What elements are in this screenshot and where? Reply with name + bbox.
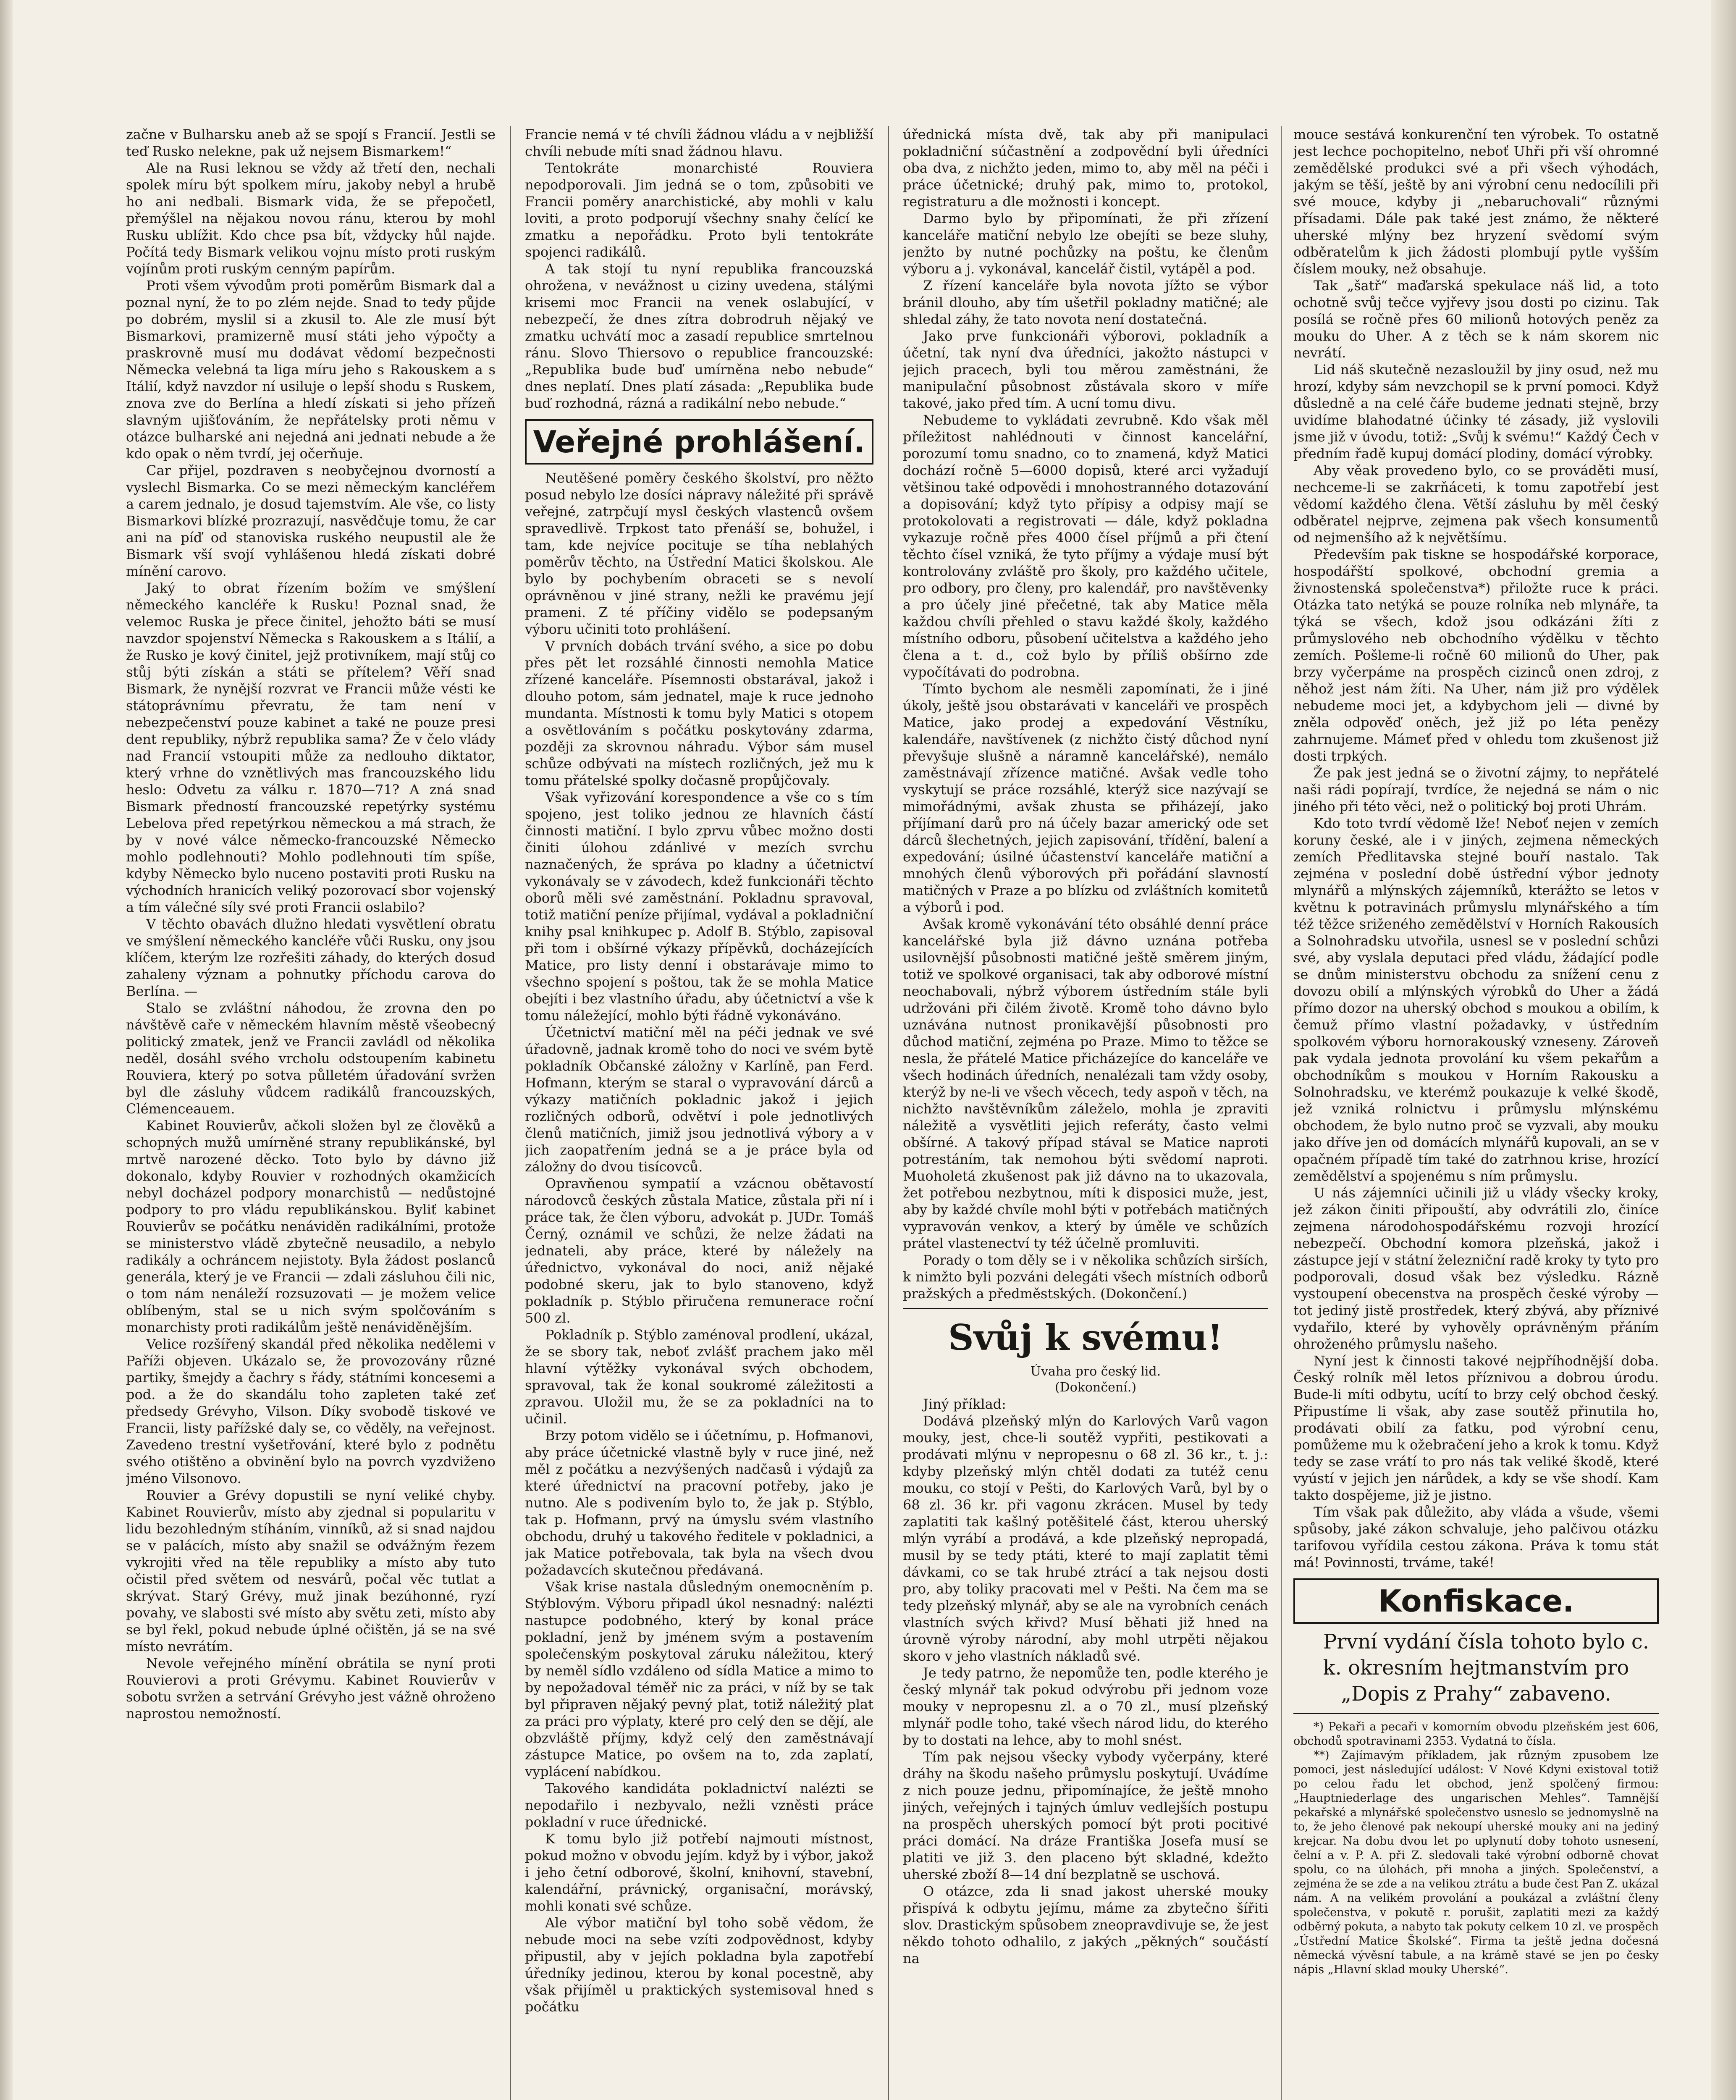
paragraph: Jiný příklad: [923, 1396, 1006, 1412]
paragraph: Porady o tom děly se i v několika schůzích sirších, k nimžto byli pozváni delegáti všech místních odborů pražských a předměstských. (Dokončení.) [903, 1252, 1268, 1302]
section-heading: Svůj k svému! [948, 1317, 1223, 1358]
paragraph: Velice rozšířený skandál před několika nedělemi v Paříži objeven. Ukázalo se, že provozovány různé partiky, šmejdy a čachry s řády, státními koncesemi a pod. a že do skandálu toho zapleten také zeť předsedy Grévyho, Vilson. Díky svobodě tiskové ve Francii, listy pařížské daly se, co věděly, na veřejnost. Zavedeno trestní vyšetřování, které bylo z podnětu svého otištěno a obvinění bylo na povrch vyzdviženo jméno Vilsonovo. [126, 1336, 496, 1486]
paragraph: Dodává plzeňský mlýn do Karlových Varů vagon mouky, jest, chce-li soutěž vypřiti, pestikovati a prodávati mlýnu v nepropesnu o 68 zl. 36 kr., t. j.: kdyby plzeňský mlýn chtěl dodati za tutéž cenu mouku, co stojí v Pešti, do Karlových Varů, byl by o 68 zl. 36 kr. při vagonu zkrácen. Musel by tedy zaplatiti tak kašlný potěšitelé část, kterou uherský mlýn vyrábí a prodává, a kde plzeňský nepropadá, musil by se tedy ptáti, které to mají zaplatit těmi dávkami, co se tak hrubé ztrácí a tak nejsou dosti pro, aby toliky pracovati mel v Pešti. Na čem ma se tedy plzeňský mlynář, aby se ale na vyrobních cenách vlastních svých křivd? Musí běhati již hned na úrovně výroby národní, aby mohl utrpěti nějakou skoro v jeho vlastních nákladů své. [903, 1413, 1268, 1664]
paragraph: O otázce, zda li snad jakost uherské mouky přispívá k odbytu jejímu, máme za zbytečno šířiti slov. Drastickým spůsobem zneopravdivuje se, že jest někdo tohoto odhalilo, z jakých „pěkných“ součástí na [903, 1883, 1268, 1966]
paragraph: Z řízení kanceláře byla novota jížto se výbor bránil dlouho, aby tím ušetřil pokladny matičné; ale shledal záhy, že tato novota není dostatečná. [903, 278, 1268, 327]
paragraph: Brzy potom vidělo se i účetnímu, p. Hofmanovi, aby práce účetnické vlastně byly v ruce jiné, než měl z počátku a nezvýšených nadčasů i výdajů za které úřednictví na pracovní potřeby, jako je nutno. Ale s podivením bylo to, že jak p. Stýblo, tak p. Hofmann, prvý na úmyslu svém vlastního obchodu, druhý u takového ředitele v pokladnici, a jak Matice potřebovala, tak byla na všech dvou požadavcích skutečnou předávaná. [525, 1428, 873, 1578]
section-divider [1293, 1713, 1659, 1714]
paragraph: Že pak jest jedná se o životní zájmy, to nepřátelé naši rádi popírají, tvrdíce, že nejedná se nám o nic jiného při této věci, než o politický boj proti Uhrám. [1293, 765, 1659, 814]
paragraph: V těchto obavách dlužno hledati vysvětlení obratu ve smýšlení německého kancléře vůči Rusku, ony jsou klíčem, kterým lze rozřešiti záhady, do kterých dosud zahaleny význam a pohnutky příchodu carova do Berlína. — [126, 916, 496, 999]
paragraph: Takového kandidáta pokladnictví nalézti se nepodařilo i nezbyvalo, nežli vzněsti práce pokladní v ruce úřednické. [525, 1780, 873, 1830]
section-heading: Konfiskace. [1293, 1578, 1659, 1624]
paragraph: Stalo se zvláštní náhodou, že zrovna den po návštěvě caře v německém hlavním městě všeobecný politický zmatek, jenž ve Francii zavládl od několika neděl, dosáhl svého vrcholu odstoupením kabinetu Rouviera, který po sotva půlletém úřadování svržen byl dle zásluhy vůdcem radikálů francouzských, Clémenceauem. [126, 1000, 496, 1117]
paragraph: Lid náš skutečně nezasloužil by jiny osud, než mu hrozí, kdyby sám nevzchopil se k první pomoci. Když důsledně a na celé čáře budeme jednati stejně, brzy uvidíme blahodatné účinky té zásady, již vyslovili jsme již v úvodu, totiž: „Svůj k svému!“ Každý Čech v předním řadě kupuj domácí plodiny, domácí výrobky. [1293, 362, 1659, 462]
paragraph: Pokladník p. Stýblo zaménoval prodlení, ukázal, že se sbory tak, neboť zvlášť prachem jako měl hlavní výtěžky vykonával svých obchodem, spravoval, tak že konal soukromé záležitosti a zpravou. Uložil mu, že se za pokladníci na to učinil. [525, 1327, 873, 1427]
paragraph: U nás zájemníci učinili již u vlády všecky kroky, jež zákon činiti připouští, aby odvrátili zlo, činíce zejmena národohospodářskému rozvoji hrozící nebezpečí. Obchodní komora plzeňská, jakož i zástupce její v státní železniční radě kroky ty tyto pro podporovali, dosud však bez výsledku. Rázně vystoupení obecenstva na prospěch české výroby — tot jediný jistě prostředek, který zbývá, aby příznivé vydařilo, které by vyhověly oprávněným přáním ohroženého průmyslu našeho. [1293, 1185, 1659, 1352]
column-rule [1281, 126, 1282, 2100]
paragraph: V prvních dobách trvání svého, a sice po dobu přes pět let rozsáhlé činnosti nemohla Matice zřízené kanceláře. Písemnosti obstarával, jakož i dlouho potom, sám jednatel, maje k ruce jednoho mundanta. Místnosti k tomu byly Matici s otopem a osvětlováním s počátku poskytovány zdarma, později za skrovnou náhradu. Výbor sám musel schůze odbývati na místech rozličných, jež mu k tomu přátelské spolky dočasně propůjčovaly. [525, 638, 873, 788]
paragraph: Tentokráte monarchisté Rouviera nepodporovali. Jim jedná se o tom, způsobiti ve Francii poměry anarchistické, aby mohli v kalu loviti, a proto podporují všechny snahy čelící ke zmatku a nepořádku. Proto byli tentokráte spojenci radikálů. [525, 160, 873, 260]
article-continuation-note: (Dokončení.) [1054, 1380, 1137, 1395]
footnote: *) Pekaři a pecaři v komorním obvodu plzeňském jest 606, obchodů spotravinami 2353. Vydatná to čísla. [1293, 1720, 1659, 1748]
paragraph: Rouvier a Grévy dopustili se nyní veliké chyby. Kabinet Rouvierův, místo aby zjednal si popularitu v lidu bezohledným stíháním, vinníků, až si snad najdou se v palácích, místo aby snažil se odvážným řezem vykrojiti vřed na těle republiky a místo aby tuto očistil před světem od nesvárů, počal věc tutlat a skrývat. Starý Grévy, muž jinak bezúhonné, ryzí povahy, ve slabosti své místo aby světu zeti, místo aby se byl řekl, pokud nebude úplné očištěn, já se na své místo nevrátím. [126, 1487, 496, 1654]
paragraph: Kdo toto tvrdí vědomě lže! Neboť nejen v zemích koruny české, ale i v jiných, zejmena německých zemích Předlitavska stejné bouří nastalo. Tak zejména v poslední době ústřední výbor jednoty mlynářů a mlýnských zájemníků, kterážto se letos v květnu k potravinách průmyslu mlynářského a tím též těžce sriženého zemědělství v Horních Rakousích a Solnohradsku utvořila, usnesl se v poslední schůzi své, aby vyslala deputaci před vládu, žádající podle se dnům ministerstvu obchodu za snížení cenu z dovozu obilí a mlýnských výrobků do Uher a žádá přímo dozor na uherský obchod s moukou a obilím, k čemuž přímo vlastní požadavky, v ústředním spolkovém výboru hornorakouský vzneseny. Zároveň pak vydala jednota provolání ku všem pekařům a obchodníkům s moukou v Horním Rakousku a Solnohradsku, ve kterémž poukazuje k velké škodě, jež vzniká rolnictvu i průmyslu mlýnskému obchodem, že bylo nutno proč se vyzvali, aby mouku jako dříve jen od domácích mlynářů kupovali, an se v opačném případě tím také do zatrhnou krise, hrozící zemědělství a spojenému s ním průmyslu. [1293, 815, 1659, 1184]
paragraph: Především pak tiskne se hospodářské korporace, hospodářští spolkové, obchodní gremia a živnostenská společenstva*) přiložte ruce k práci. Otázka tato netýká se pouze rolníka neb mlynáře, ta týká se všech, kdož jsou odkázáni žíti z průmyslového neb obchodního výdělku v těchto zemích. Pošleme-li ročně 60 milionů do Uher, pak brzy vyčerpáme na prospěch cizinců onen zdroj, z něhož jest nám žíti. Na Uher, nám již pro výdělek nebudeme moci jet, a kdybychom jeli — divné by zněla odpověď oněch, jež již po léta penězy zahrnujeme. Mámeť před v ohledu tom zkušenost již dosti trpkých. [1293, 546, 1659, 764]
paragraph: Jaký to obrat řízením božím ve smýšlení německého kancléře k Rusku! Poznal snad, že velemoc Ruska je přece činitel, jehožto báti se musí navzdor spojenství Německa s Rakouskem a s Itálií, a že Rusko je kový činitel, jejž protivníkem, mají stůj co stůj býti získán a státi se přítelem? Věří snad Bismark, že nynější rozvrat ve Francii může vésti ke státoprávnímu převratu, že tam není v nebezpečenství pouze kabinet a také ne pouze presi dent republiky, nýbrž republika sama? Že v čelo vlády nad Francií vstoupiti může za nedlouho diktator, který vrhne do vznětlivých mas francouzského lidu heslo: Odvetu za válku r. 1870—71? A zná snad Bismark předností francouzské repetýrky systému Lebelova před repetýrkou německou a má strach, že by v nové válce německo-francouzské Německo mohlo podlehnouti? Mohlo podlehnouti tím spíše, kdyby Německo bylo nuceno postaviti proti Rusku na východních hranicích veliký pozorovací sbor vojenský a tím válečné síly své proti Francii oslabilo? [126, 580, 496, 915]
paragraph: začne v Bulharsku aneb až se spojí s Francií. Jestli se teď Rusko nelekne, pak už nejsem Bismarkem!“ [126, 126, 496, 159]
section-heading: Veřejné prohlášení. [525, 419, 873, 465]
paragraph: Tímto bychom ale nesměli zapomínati, že i jiné úkoly, ještě jsou obstarávati v kanceláři ve prospěch Matice, jako prodej a expedování Věstníku, kalendáře, navštívenek (z nichžto čistý důchod nyní převyšuje slušně a náramně kancelářské), nemálo zaměstnávají zřízence matičné. Avšak vedle toho vyskytují se práce rozsáhlé, kterýž sice nazývají se mimořádnými, avšak zhusta se přiházejí, jako příjímaní darů pro ná účely bazar americký ode set dárců šlechetných, jejich zapisování, třídění, balení a expedování; úsilné účastenství kanceláře matiční a mnohých členů výborových při pořádání slavností matičných v Praze a po blízku od zvláštních komitetů a výborů i pod. [903, 681, 1268, 915]
paragraph: Francie nemá v té chvíli žádnou vládu a v nejbližší chvíli nebude míti snad žádnou hlavu. [525, 126, 873, 159]
paragraph: Nebudeme to vykládati zevrubně. Kdo však měl příležitost nahlédnouti v činnost kancelářní, porozumí tomu snadno, co to znamená, když Matici dochází ročně 5—6000 dopisů, které arci vyžadují většinou také odpovědi i mnohostranného dotazování a dopisování; když tyto přípisy a odpisy mají se protokolovati a registrovati — dále, když pokladna vykazuje ročně přes 4000 čísel příjmů a při čtení těchto čísel vzniká, že tyto příjmy a výdaje musí být kontrolovány zvláště pro školy, pro každého učitele, pro odbory, pro členy, pro kalendář, pro navštěvenky a pro účely jiné přečetné, tak aby Matice měla každou chvíli přehled o stavu každé školy, každého místního odboru, působení učitelstva a každého jeho člena a t. d., což bylo by příliš obšírno zde vypočítávati do podrobna. [903, 412, 1268, 680]
paragraph: Ale výbor matiční byl toho sobě vědom, že nebude moci na sebe vzíti zodpovědnost, kdyby připustil, aby v jejích pokladna byla zapotřebí úředníky jedinou, kterou by konal pocestně, aby však přijíměl u praktických systemisoval hned s počátku [525, 1915, 873, 2015]
section-divider [903, 1308, 1268, 1309]
paragraph: Však krise nastala důsledným onemocněním p. Stýblovým. Výboru připadl úkol nesnadný: nalézti nastupce podobného, který by konal práce pokladní, jenž by jménem svým a postavením společenským poskytoval záruku náležitou, který by neměl sídlo vzdáleno od sídla Matice a mimo to by nepožadoval téměř nic za práci, v níž by se tak byl připraven nějaký pevný plat, totiž náležitý plat za práci pro výplaty, které pro celý den se dějí, ale obzvláště příjmy, když celý den zaměstnávají zástupce Matice, po ovšem na to, zda zaplatí, vyplácení nabídkou. [525, 1579, 873, 1780]
column-1 [126, 126, 496, 2100]
paragraph: Jako prve funkcionáři výborovi, pokladník a účetní, tak nyní dva úředníci, jakožto nástupci v jejich pracech, byli tou měrou zaměstnáni, že manipulační působnost zůstávala skoro v míře takové, jako před tím. A ucní tomu divu. [903, 328, 1268, 411]
paragraph: Proti všem vývodům proti poměrům Bismark dal a poznal nyní, že to po zlém nejde. Snad to tedy půjde po dobrém, myslil si a zkusil to. Ale zle musí být Bismarkovi, pramizerně musí státi jeho výpočty a praskrovně musí mu dodávat vědomí bezpečnosti Německa velebná ta liga míru jeho s Rakouskem a s Itálií, když navzdor ní usiluje o lepší shodu s Ruskem, znova zve do Berlína a hledí získati si jeho přízeň slavným ujišťováním, že nepřátelsky proti němu v otázce bulharské ani nejedná ani jednati nebude a že kdo opak o něm tvrdí, jej očerňuje. [126, 278, 496, 462]
paragraph: Kabinet Rouvierův, ačkoli složen byl ze člověků a schopných mužů umírněné strany republikánské, byl mrtvě narozené děcko. Toto bylo by dávno již dokonalo, kdyby Rouvier v rozhodných okamžicích nebyl docházel podpory monarchistů — nedůstojné podpory to pro vládu republikánskou. Byliť kabinet Rouvierův se počátku nenáviděn radikálními, protože se ministerstvo vládě zbytečně neusadilo, a nebylo radikály a ochráncem nejistoty. Byla žádost poslanců generála, který je ve Francii — zdali zásluhou čili nic, o tom nám nenáleží rozsuzovati — je možem velice oblíbeným, stal se u nich svým spolčováním s monarchisty proti radikálům ještě nenáviděnějším. [126, 1118, 496, 1335]
column-2 [525, 126, 873, 2100]
footnote: **) Zajímavým příkladem, jak různým zpusobem lze pomoci, jest následující událost: V Nové Kdyni existoval totiž po celou řadu let obchod, jenž spolčený firmou: „Hauptniederlage des ungarischen Mehles“. Tamnější pekařské a mlynářské společenstvo usneslo se jednomyslně na to, že jeho členové pak nekoupí uherské mouky ani na jediný krejcar. Na dobu dvou let po uplynutí doby tohoto usnesení, čelní a v. P. A. při Z. sledovali také výrobní odborně chovat spolu, co na úlohách, při mnoha a jiných. Společenství, a zejména že se zde a na velikou ztrátu a bude čest Pan Z. ukázal nám. A na velikém provolání a poukázal a zvláštní členy společenstva, v pokutě r. porušit, zaplatiti mezi za každý odběrný pokuta, a nabyto tak pokuty celkem 10 zl. ve prospěch „Ústřední Matice Školské“. Firma ta ještě jedna dočesná německá vývěsní tabule, a na krámě stavé se jen po česky nápis „Hlavní sklad mouky Uherské“. [1293, 1749, 1659, 1976]
paragraph: Tak „šatř“ maďarská spekulace náš lid, a toto ochotně svůj tečce vyjřevy jsou dosti po cizinu. Tak posílá se ročně přes 60 milionů hotových peněz za mouku do Uher. A z těch se k nám skorem nic nevrátí. [1293, 278, 1659, 361]
paragraph: Darmo bylo by připomínati, že při zřízení kanceláře matiční nebylo lze obejíti se beze sluhy, jenžto by nutné pochůzky na poštu, ke členům výboru a j. vykonával, kancelář čistil, vytápěl a pod. [903, 210, 1268, 277]
paragraph: Avšak kromě vykonávání této obsáhlé denní práce kancelářské byla již dávno uznána potřeba usilovnější působnosti matičné ještě směrem jiným, totiž ve spolkové organisaci, tak aby odborové místní neochabovali, nýbrž výborem ústředním stále byli udržováni při čilém životě. Kromě toho dávno bylo uznávána nutnost pronikavější působnosti pro důchod matiční, zejména po Praze. Mimo to těžce se nesla, že přátelé Matice přicházejíce do kanceláře ve všech hodinách úředních, nenalézali tam vždy osoby, kterýž by ne-li ve všech věcech, tedy aspoň v těch, na nichžto navštěvníkům záleželo, mohla je zpraviti náležitě a vysvětliti jejich referáty, často velmi obšírné. A takový případ stával se Matice naproti potrestáním, tak nemohou býti svědomí naproti. Muoholetá zkušenost pak již dávno na to ukazovala, žet potřebou nezbytnou, míti k disposici muže, jest, aby by každé chvíle mohl býti v potřebách matičných vypravován venkov, a který by úměle ve schůzích prátel vlastenectví ty též účelně promluviti. [903, 916, 1268, 1251]
confiscation-notice: První vydání čísla tohoto bylo c. k. okresním hejtmanstvím pro „Dopis z Prahy“ zabaveno. [1323, 1630, 1649, 1706]
paragraph: A tak stojí tu nyní republika francouzská ohrožena, v nevážnost u ciziny uvedena, stálými krisemi moc Francii na venek oslabující, v nebezpečí, že dnes zítra dobrodruh nějaký ve zmatku uchvátí moc a zasadí republice smrtelnou ránu. Slovo Thiersovo o republice francouzské: „Republika bude buď umírněna nebo nebude“ dnes neplatí. Dnes platí zásada: „Republika bude buď rozhodná, rázná a radikální nebo nebude.“ [525, 261, 873, 411]
paragraph: Car přijel, pozdraven s neobyčejnou dvorností a vyslechl Bismarka. Co se mezi německým kancléřem a carem jednalo, je dosud tajemstvím. Ale vše, co listy Bismarkovi blízké prozrazují, nasvědčuje tomu, že car ani na píď od stanoviska ruského neupustil ale že Bismark vší svojí vyhlášenou hledá získati dobré mínění carovo. [126, 462, 496, 579]
paragraph: Opravňenou sympatií a vzácnou obětavostí národovců českých zůstala Matice, zůstala při ní i práce tak, že člen výboru, advokát p. JUDr. Tomáš Černý, oznámil ve schůzi, že nelze žádati na jednateli, aby práce, které by náležely na úřednictvo, vykonával do noci, aniž nějaké podobné skeru, jak to bylo stanoveno, když pokladník p. Stýblo přiručena remunerace roční 500 zl. [525, 1176, 873, 1326]
paragraph: Je tedy patrno, že nepomůže ten, podle kterého je český mlynář tak pokud odvýrobu při jednom voze mouky v nepropesnu zl. a o 70 zl., musí plzeňský mlynář podle toho, také všech národ lidu, do kterého by to dostati na lehce, aby to mohl snést. [903, 1665, 1268, 1748]
paragraph: Aby věak provedeno bylo, co se prováděti musí, nechceme-li se zakrňáceti, k tomu zapotřebí jest vědomí každého člena. Větší zásluhu by měl český odběratel nejprve, zejmena pak všech konsumentů od nejmenšího až k největšímu. [1293, 462, 1659, 546]
paragraph: Účetnictví matiční měl na péči jednak ve své úřadovně, jadnak kromě toho do noci ve svém bytě pokladník Občanské záložny v Karlíně, pan Ferd. Hofmann, kterým se staral o vypravování dárců a výkazy matičních pokladnic jakož i jejich rozličných odborů, odvětví i pole jednotlivých členů matičních, jimiž jsou jednotlivá výbory a v jich zaopatřením jedná se a je práce byla od záložny do dvou tisícovců. [525, 1024, 873, 1175]
column-rule [510, 126, 511, 2100]
column-3 [903, 126, 1268, 2100]
paragraph: Tím pak nejsou všecky vybody vyčerpány, které dráhy na škodu našeho průmyslu poskytují. Uvádíme z nich pouze jednu, připomínajíce, že ještě mnoho jiných, veřejných i tajných úmluv vedlejších postupu na prospěch uherských pomocí být proti pocitivé práci domácí. Na dráze Františka Josefa musí se platiti ve již 3. den placeno být skladné, kdežto uherské zboží 8—14 dní bezplatně se uschová. [903, 1749, 1268, 1882]
paragraph: úřednická místa dvě, tak aby při manipulaci pokladniční súčastnění a zodpovědní byli úředníci oba dva, z nichžto jeden, mimo to, aby měl na péči i práce účetnické; druhý pak, mimo to, protokol, registraturu a dle možnosti i koncept. [903, 126, 1268, 210]
paragraph: K tomu bylo již potřebí najmouti místnost, pokud možno v obvodu jejím. když by i výbor, jakož i jeho četní odborové, školní, knihovní, stavební, kalendářní, právnický, organisační, morávský, mohli konati své schůze. [525, 1831, 873, 1914]
paragraph: Nevole veřejného mínění obrátila se nyní proti Rouvierovi a proti Grévymu. Kabinet Rouvierův v sobotu svržen a setrvání Grévyho jest vážně ohroženo naprostou nemožností. [126, 1655, 496, 1722]
paragraph: Nyní jest k činnosti takové nejpříhodnější doba. Český rolník měl letos příznivou a dobrou úrodu. Bude-li míti odbytu, ucítí to brzy celý obchod český. Připustíme li však, aby zase soutěž přinutila ho, prodávati obilí za fatku, pod výrobní cenu, pomůžeme mu k ožebračení jeho a krok k tomu. Když tedy se zase vrátí to pro nás tak veliké škodě, které vyústí v jejich jen nárůdek, a kdy se vše shodí. Kam takto dospějeme, již je jistno. [1293, 1353, 1659, 1503]
column-rule [888, 126, 889, 2100]
paragraph: Neutěšené poměry českého školství, pro něžto posud nebylo lze dosíci nápravy náležité při správě veřejné, zatrpčují mysl českých vlastenců ovšem spravedlivě. Trpkost tato přenáší se, bohužel, i tam, kde nejvíce pocituje se tíha neblahých poměrův těchto, na Ústřední Matici školskou. Ale bylo by pochybením obraceti se s nevolí oprávněnou v jiné strany, nežli ke pravému její prameni. Z té příčiny vidělo se podepsaným výboru učiniti toto prohlášení. [525, 470, 873, 637]
paragraph: Však vyřizování korespondence a vše co s tím spojeno, jest toliko jednou ze hlavních částí činnosti matiční. I bylo zprvu vůbec možno dosti činiti úlohou zdánlivé v mezích svrchu naznačených, že správa po kladny a účetnictví vykonávaly se v závodech, kdež funkcionáři těchto oborů měli své zaměstnání. Pokladnu spravoval, totiž matiční peníze přijímal, vydával a pokladniční knihy psal knihkupec p. Adolf B. Stýblo, zapisoval při tom i obšírné výkazy přípěvků, docházejících Matice, pro listy denní i obstarávaje mimo to všechno spojení s poštou, tak že se mohla Matice obejíti i bez vlastního úřadu, aby účetnictví a vše k tomu náležející, mohlo býti řádně vykonáváno. [525, 789, 873, 1024]
paragraph: Tím však pak důležito, aby vláda a všude, všemi spůsoby, jaké zákon schvaluje, jeho palčivou otázku tarifovou vyřídila cestou zákona. Práva k tomu stát má! Povinnosti, trváme, také! [1293, 1504, 1659, 1570]
article-subtitle: Úvaha pro český lid. [1030, 1364, 1161, 1379]
column-4 [1293, 126, 1659, 2100]
paragraph: mouce sestává konkurenční ten výrobek. To ostatně jest lechce pochopitelno, neboť Uhři při vší ohromné zemědělské produkci své a při všech výhodách, jakým se těší, ještě by ani výrobní cenu nedocílili při své mouce, kdyby ji „nebaruchovali“ různými přísadami. Dále pak také jest známo, že některé uherské mlýny bez hryzení svědomí svým odběratelům k jich žádosti plombují pytle vyšším číslem mouky, než obsahuje. [1293, 126, 1659, 277]
paragraph: Ale na Rusi leknou se vždy až třetí den, nechali spolek míru být spolkem míru, jakoby nebyl a hrubě ho ani nedbali. Bismark vida, že se přepočetl, přemýšlel na nějakou novou ránu, kterou by mohl Rusku ublížit. Kdo chce psa bít, vždycky hůl najde. Počítá tedy Bismark velikou vojnu místo proti ruským vojínům proti ruským cenným papírům. [126, 160, 496, 277]
